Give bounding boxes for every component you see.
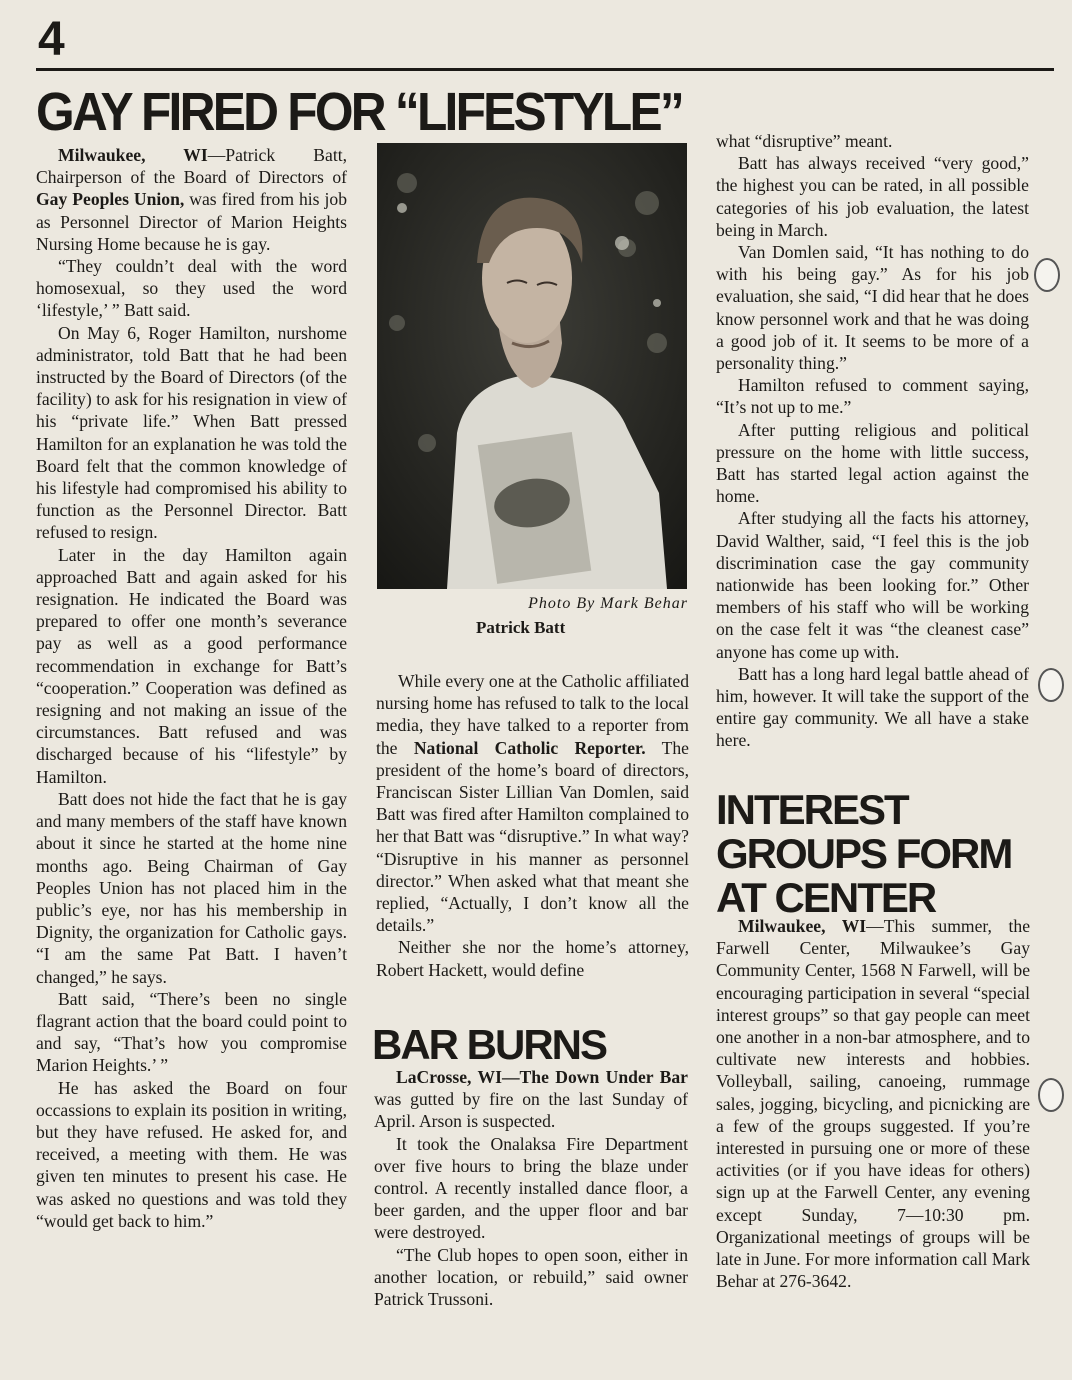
- paragraph: Neither she nor the home’s attorney, Robert Hackett, would define: [376, 937, 689, 980]
- bar-dateline: LaCrosse, WI—The Down Under Bar: [396, 1067, 688, 1087]
- paragraph: It took the Onalaksa Fire Department over five hours to bring the blaze under control. A recently installed dance floor, a beer garden, and the upper floor and bar were destroyed.: [374, 1133, 688, 1243]
- paragraph: [716, 915, 1030, 1292]
- lead-text-1: —Patrick Batt, Chairperson of the Board of Directors of: [36, 145, 347, 188]
- paragraph: [376, 670, 689, 936]
- photo-caption: Patrick Batt: [476, 618, 566, 637]
- text-span: —This summer, the Farwell Center, Milwaukee’s Gay Community Center, 1568 N Farwell, will be encouraging participation in several “special interest groups” so that gay people can meet one another in a non-bar atmosphere, and to cultivate new interests and hobbies. Volleyball, sailing, canoeing, rummage sales, jogging, bicycling, and picnicking are a few of the groups suggested. If you’re interested in pursuing one or more of these activities (or if you have ideas for others) sign up at the Farwell Center, any evening except Sunday, 7—10:30 pm. Organizational meetings of groups will be late in June. For more information call Mark Behar at 276-3642.: [716, 916, 1030, 1292]
- photo-credit: Photo By Mark Behar: [528, 595, 688, 612]
- paragraph: Later in the day Hamilton again approached Batt and again asked for his resignation. He indicated the Board was prepared to offer one month’s severance pay as well as a good performance recommendation in exchange for Batt’s “cooperation.” Cooperation was defined as resigning and not making an issue of the circumstances. Batt refused and was discharged because of his “lifestyle” by Hamilton.: [36, 544, 347, 787]
- text-span: While every one at the Catholic affiliated nursing home has refused to talk to the local media, they have talked to a reporter from the: [376, 671, 689, 758]
- bar-lead-paragraph: [374, 1066, 688, 1133]
- paragraph: Hamilton refused to comment saying, “It’s not up to me.”: [716, 375, 1029, 418]
- portrait-photo: [377, 143, 687, 589]
- binder-hole: [1034, 258, 1060, 292]
- paragraph: After studying all the facts his attorney, David Walther, said, “I feel this is the job discrimination case the gay community nationwide has been looking for.” Other members of his staff who will be working on the case felt it was “the cleanest case” anyone has come up with.: [716, 508, 1029, 662]
- binder-hole: [1038, 668, 1064, 702]
- lead-text-2: was fired from his job as Personnel Director of Marion Heights Nursing Home because he is gay.: [36, 189, 347, 254]
- paragraph: After putting religious and political pressure on the home with little success, Batt has started legal action against the home.: [716, 419, 1029, 507]
- interest-dateline: Milwaukee, WI: [738, 916, 867, 936]
- paragraph: Batt said, “There’s been no single flagrant action that the board could point to and say, “That’s how you compromise Marion Heights.’ ”: [36, 988, 347, 1076]
- photo-image: [377, 143, 687, 589]
- paragraph: On May 6, Roger Hamilton, nurshome administrator, told Batt that he had been instructed by the Board of Directors (of the facility) to ask for his resignation in view of his “private life.” When Batt pressed Hamilton for an explanation he was told the Board felt that the common knowledge of his lifestyle had compromised his ability to function as the Personnel Director. Batt refused to resign.: [36, 322, 347, 543]
- paragraph: He has asked the Board on four occassions to explain its position in writing, but they have refused. He asked for, and received, a meeting with them. He was given ten minutes to present his case. He was asked no questions and was told they “would get back to him.”: [36, 1077, 347, 1231]
- paragraph: “They couldn’t deal with the word homosexual, so they used the word ‘lifestyle,’ ” Batt said.: [36, 256, 347, 321]
- bar-burns-headline: BAR BURNS: [372, 1021, 606, 1068]
- text-span: The president of the home’s board of directors, Franciscan Sister Lillian Van Domlen, said Batt was fired after Hamilton complained to her that Batt was “disruptive.” In what way? “Disruptive in his manner as personnel director.” When asked what that meant she replied, “Actually, I don’t know all the details.”: [376, 737, 689, 936]
- header-rule: [36, 68, 1054, 71]
- main-article-column-2: [376, 670, 689, 981]
- paragraph: “The Club hopes to open soon, either in another location, or rebuild,” said owner Patrick Trussoni.: [374, 1244, 688, 1310]
- headline-line: INTEREST: [716, 786, 908, 833]
- publication-name: National Catholic Reporter.: [413, 737, 646, 758]
- paragraph: Batt has a long hard legal battle ahead of him, however. It will take the support of the entire gay community. We all have a stake here.: [716, 663, 1029, 751]
- continued-text: what “disruptive” meant.: [716, 131, 893, 151]
- dateline: Milwaukee, WI: [58, 145, 208, 165]
- paragraph: Van Domlen said, “It has nothing to do with his being gay.” As for his job evaluation, she said, “I did hear that he does know personnel work and that he was doing a good job of it. It seems to be more of a personality thing.”: [716, 242, 1029, 374]
- text-span: was gutted by fire on the last Sunday of April. Arson is suspected.: [374, 1089, 688, 1132]
- interest-groups-article: [716, 915, 1030, 1292]
- org-name: Gay Peoples Union,: [36, 189, 185, 210]
- lead-paragraph: [36, 144, 347, 255]
- binder-hole: [1038, 1078, 1064, 1112]
- main-headline: GAY FIRED FOR “LIFESTYLE”: [36, 82, 682, 142]
- paragraph: Batt has always received “very good,” the highest you can be rated, in all possible categories of his job evaluation, the latest being in March.: [716, 153, 1029, 240]
- headline-line: GROUPS FORM: [716, 830, 1012, 877]
- paragraph: Batt does not hide the fact that he is gay and many members of the staff have known about it since he started at the home nine months ago. Being Chairman of Gay Peoples Union has not placed him in the public’s eye, nor has his membership in Dignity, the organization for Catholic gays. “I am the same Pat Batt. I haven’t changed,” he says.: [36, 788, 347, 987]
- page-number: 4: [38, 13, 65, 66]
- interest-groups-headline: [716, 788, 1046, 920]
- headline-line: AT CENTER: [716, 874, 936, 921]
- bar-burns-article: [374, 1066, 688, 1310]
- main-article-column-1: [36, 144, 347, 1232]
- main-article-column-3: [716, 130, 1029, 752]
